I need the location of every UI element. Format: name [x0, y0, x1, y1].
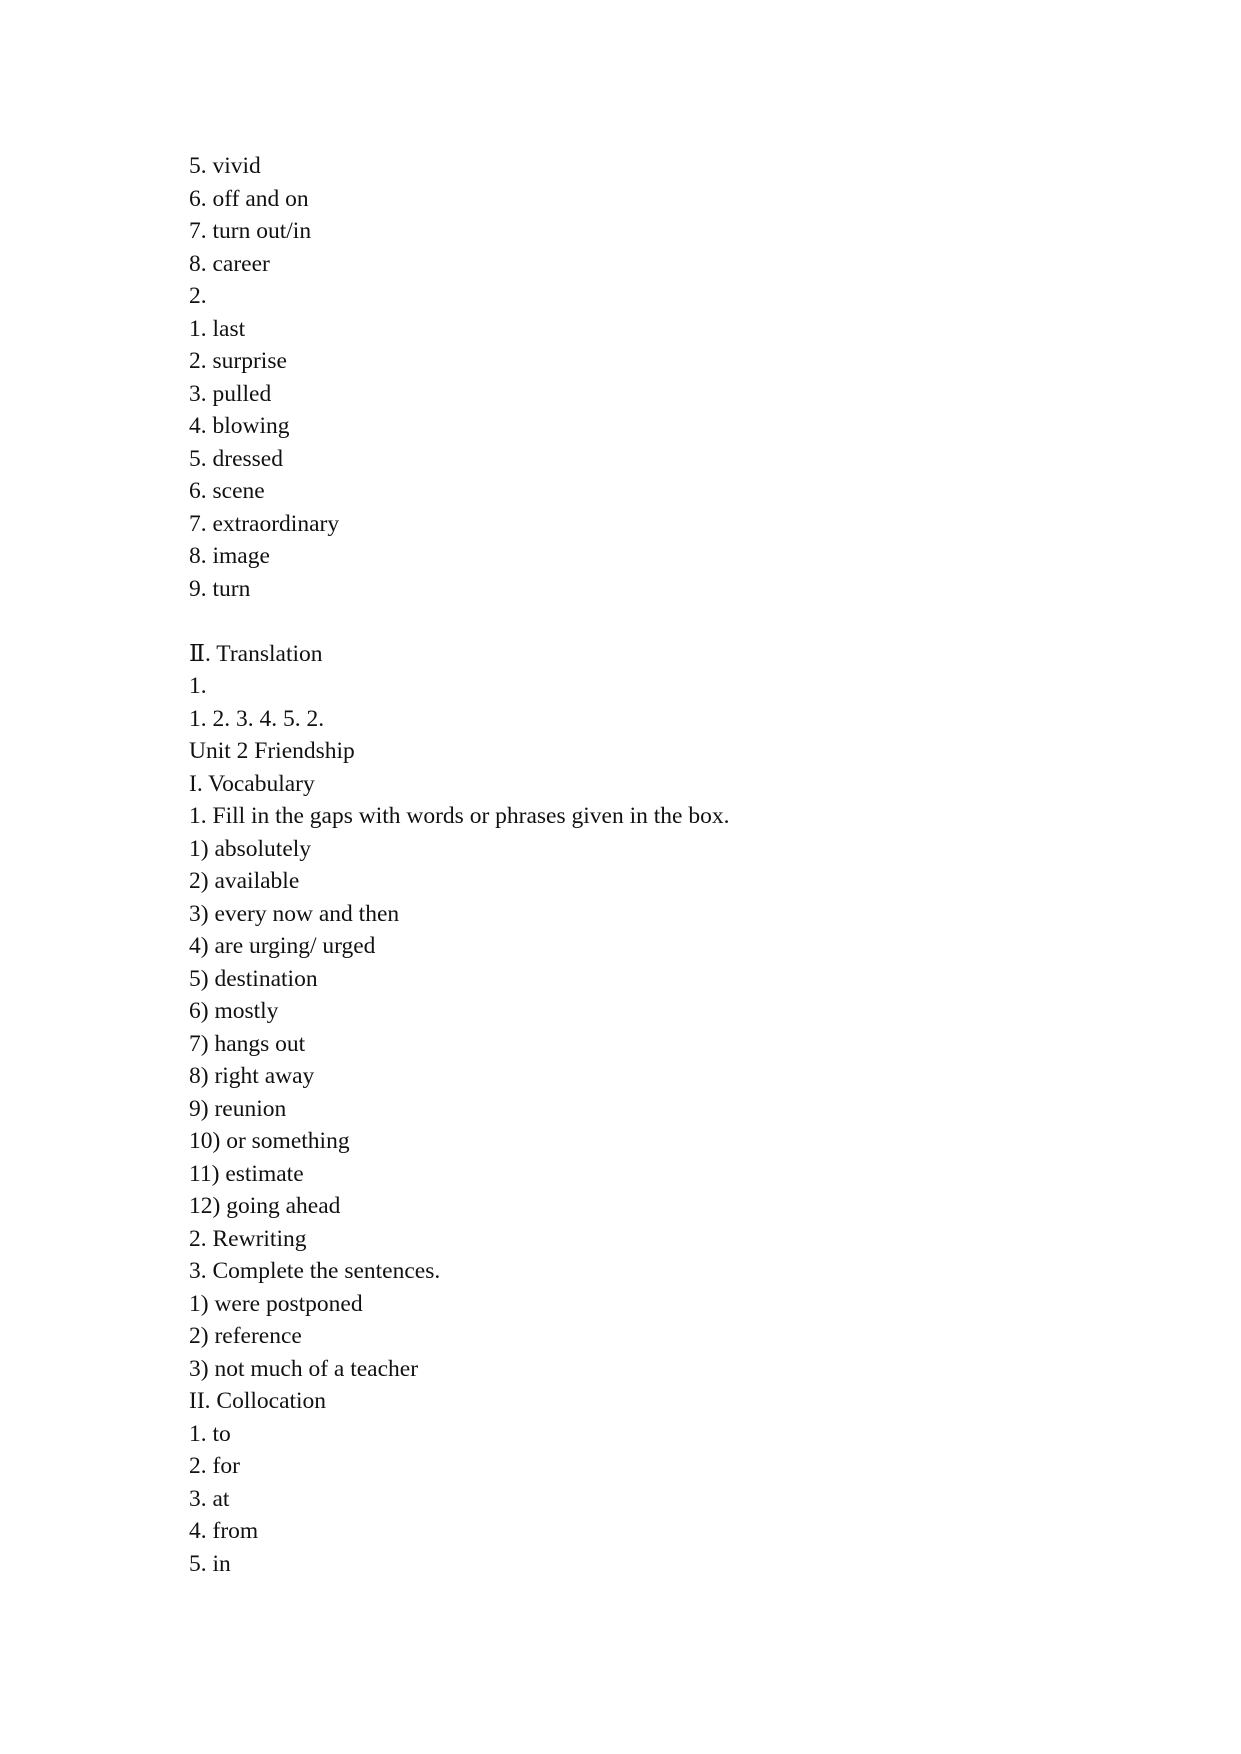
section-heading-collocation: II. Collocation	[189, 1388, 327, 1414]
paragraph-gap	[189, 605, 1149, 638]
text-line: 3) every now and then	[189, 900, 400, 927]
text-line: 3) not much of a teacher	[189, 1355, 419, 1382]
text-line: 1) absolutely	[189, 835, 312, 862]
text-line: 8. career	[189, 250, 270, 277]
text-line: 2) available	[189, 868, 300, 894]
exercise-heading-complete: 3. Complete the sentences.	[189, 1258, 441, 1284]
text-line: 7) hangs out	[189, 1030, 306, 1057]
section-heading-translation: Ⅱ. Translation	[189, 640, 323, 667]
text-line: 2) reference	[189, 1323, 302, 1349]
text-line: 6. scene	[189, 478, 265, 504]
text-line: 5. dressed	[189, 445, 283, 472]
text-line: 1. last	[189, 315, 246, 342]
text-line: 5) destination	[189, 965, 318, 992]
text-line: 11) estimate	[189, 1160, 304, 1187]
text-line: 2. for	[189, 1453, 240, 1479]
text-line: 8) right away	[189, 1063, 315, 1089]
unit-heading: Unit 2 Friendship	[189, 738, 355, 764]
text-line: 12) going ahead	[189, 1193, 341, 1219]
text-line: 8. image	[189, 543, 270, 569]
text-line: 3. pulled	[189, 380, 272, 407]
text-line: 9. turn	[189, 575, 251, 602]
text-line: 10) or something	[189, 1128, 350, 1154]
text-line: 4. from	[189, 1518, 259, 1544]
text-line: 7. turn out/in	[189, 218, 312, 244]
text-line: 5. in	[189, 1550, 231, 1577]
exercise-heading-rewriting: 2. Rewriting	[189, 1225, 307, 1252]
text-line: 1. 2. 3. 4. 5. 2.	[189, 705, 325, 732]
text-line: 1. to	[189, 1420, 231, 1447]
exercise-instruction: 1. Fill in the gaps with words or phrases given in the box.	[189, 803, 730, 829]
text-line: 2. surprise	[189, 348, 287, 374]
text-line: 3. at	[189, 1485, 230, 1512]
text-line: 1.	[189, 673, 207, 699]
text-line: 4) are urging/ urged	[189, 933, 376, 959]
section-heading-vocabulary: I. Vocabulary	[189, 770, 315, 797]
text-line: 4. blowing	[189, 413, 290, 439]
text-line: 7. extraordinary	[189, 510, 340, 537]
text-line: 2.	[189, 283, 207, 309]
text-line: 1) were postponed	[189, 1290, 363, 1317]
text-line: 6) mostly	[189, 998, 279, 1024]
answer-key-text	[189, 150, 1149, 1580]
text-line: 9) reunion	[189, 1095, 287, 1122]
text-line: 5. vivid	[189, 153, 261, 179]
text-line: 6. off and on	[189, 185, 309, 212]
